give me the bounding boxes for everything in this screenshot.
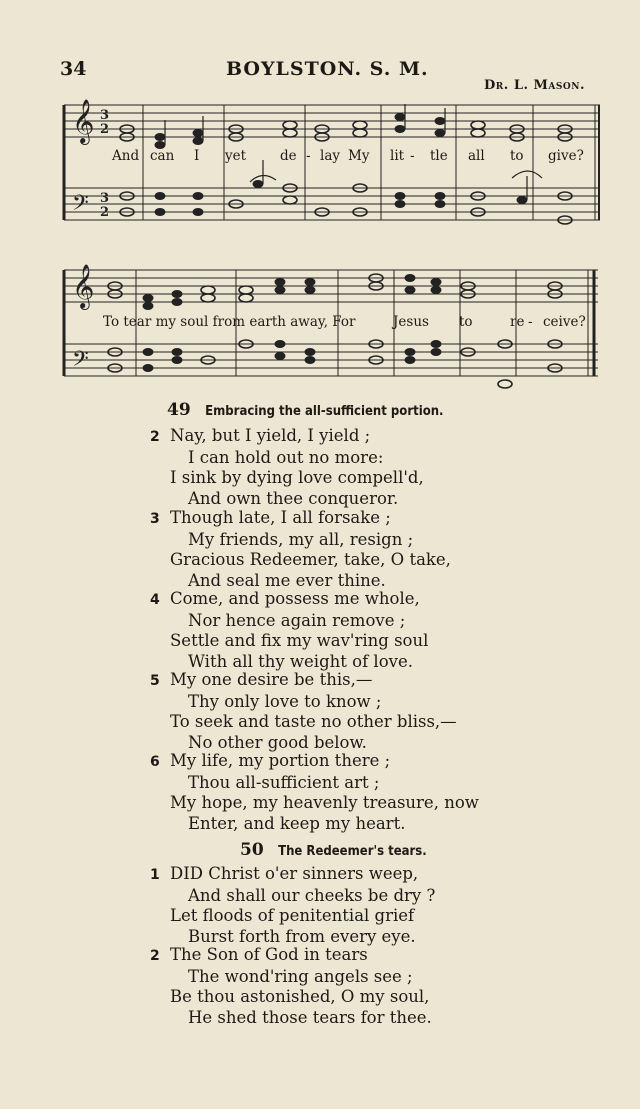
stanza (150, 864, 435, 947)
verse-number: 2 (150, 948, 160, 964)
hymn-heading (240, 840, 427, 860)
lyric-word: de (280, 148, 297, 164)
verse-number: 6 (150, 754, 160, 770)
verse-line: And own thee conqueror. (188, 488, 399, 508)
verse-line: Though late, I all forsake ; (170, 508, 391, 527)
verse-line: Thy only love to know ; (188, 691, 382, 711)
verse-line: The Son of God in tears (170, 945, 368, 964)
stanza (150, 508, 451, 591)
verse-number: 3 (150, 511, 160, 527)
stanza (150, 945, 432, 1028)
verse-line: DID Christ o'er sinners weep, (170, 864, 419, 883)
hymn-subject: The Redeemer's tears. (278, 844, 427, 859)
staff-lines (64, 105, 600, 376)
page-number: 34 (60, 58, 87, 80)
lyric-word: My (348, 148, 370, 164)
verse-line: My one desire be this,— (170, 670, 373, 689)
lyric-word: re (510, 314, 525, 330)
verse-number: 1 (150, 867, 160, 883)
lyric-word: can (150, 148, 175, 164)
lyric-word: to (459, 314, 473, 330)
verse-line: With all thy weight of love. (188, 651, 413, 671)
lyric-phrase: To tear my soul from earth away, For (103, 314, 356, 330)
lyric-word: I (194, 148, 200, 164)
hymn-heading (167, 400, 444, 420)
verse-line: Enter, and keep my heart. (188, 813, 406, 833)
lyric-word: all (468, 148, 485, 164)
tune-title: BOYLSTON. S. M. (226, 58, 429, 80)
verse-line: Nor hence again remove ; (188, 610, 406, 630)
bass-clef: 𝄢 (72, 191, 89, 221)
lyric-word: And (112, 148, 140, 164)
hymn-number: 49 (167, 400, 191, 420)
lyric-word: lay (320, 148, 340, 164)
lyric-hyphen: - (528, 314, 533, 330)
verse-line: And seal me ever thine. (188, 570, 386, 590)
lyric-word: Jesus (393, 314, 429, 330)
verse-line: Settle and fix my wav'ring soul (170, 631, 429, 650)
hymn-number: 50 (240, 840, 264, 860)
lyric-word: to (510, 148, 524, 164)
verse-line: To seek and taste no other bliss,— (170, 712, 457, 731)
stanza (150, 751, 479, 834)
lyric-word: give? (548, 148, 584, 164)
verse-line: My life, my portion there ; (170, 751, 391, 770)
svg-text:2: 2 (100, 122, 110, 137)
sheet-music (0, 0, 640, 400)
lyric-word: tle (430, 148, 448, 164)
hymn-subject: Embracing the all-sufficient portion. (205, 404, 444, 419)
treble-clef: 𝄞 (72, 99, 95, 143)
stanza (150, 589, 428, 672)
composer-credit: Dr. L. Mason. (484, 78, 585, 93)
verse-line: Let floods of penitential grief (170, 906, 415, 925)
verse-line: Burst forth from every eye. (188, 926, 416, 946)
verse-line: Come, and possess me whole, (170, 589, 420, 608)
stanza (150, 426, 424, 509)
verse-line: He shed those tears for thee. (188, 1007, 432, 1027)
lyric-hyphen: - (410, 148, 415, 164)
verse-line: And shall our cheeks be dry ? (188, 885, 436, 905)
lyric-word: yet (225, 148, 247, 164)
verse-line: My hope, my heavenly treasure, now (170, 793, 479, 812)
bar-lines (136, 105, 599, 376)
stanza (150, 670, 457, 753)
verse-line: I sink by dying love compell'd, (170, 468, 424, 487)
lyric-hyphen: - (306, 148, 311, 164)
verse-line: Be thou astonished, O my soul, (170, 987, 430, 1006)
verse-number: 2 (150, 429, 160, 445)
svg-text:2: 2 (100, 205, 110, 220)
verse-line: The wond'ring angels see ; (188, 966, 413, 986)
lyric-word: ceive? (543, 314, 586, 330)
treble-clef: 𝄞 (72, 264, 95, 308)
lyric-word: lit (390, 148, 405, 164)
verse-line: Gracious Redeemer, take, O take, (170, 550, 451, 569)
svg-text:3: 3 (100, 108, 110, 123)
verse-line: Nay, but I yield, I yield ; (170, 426, 371, 445)
bass-clef: 𝄢 (72, 347, 89, 377)
verse-line: My friends, my all, resign ; (188, 529, 414, 549)
verse-line: No other good below. (188, 732, 367, 752)
svg-text:3: 3 (100, 191, 110, 206)
verse-number: 4 (150, 592, 160, 608)
verse-number: 5 (150, 673, 160, 689)
verse-line: Thou all-sufficient art ; (188, 772, 380, 792)
verse-line: I can hold out no more: (188, 447, 384, 467)
